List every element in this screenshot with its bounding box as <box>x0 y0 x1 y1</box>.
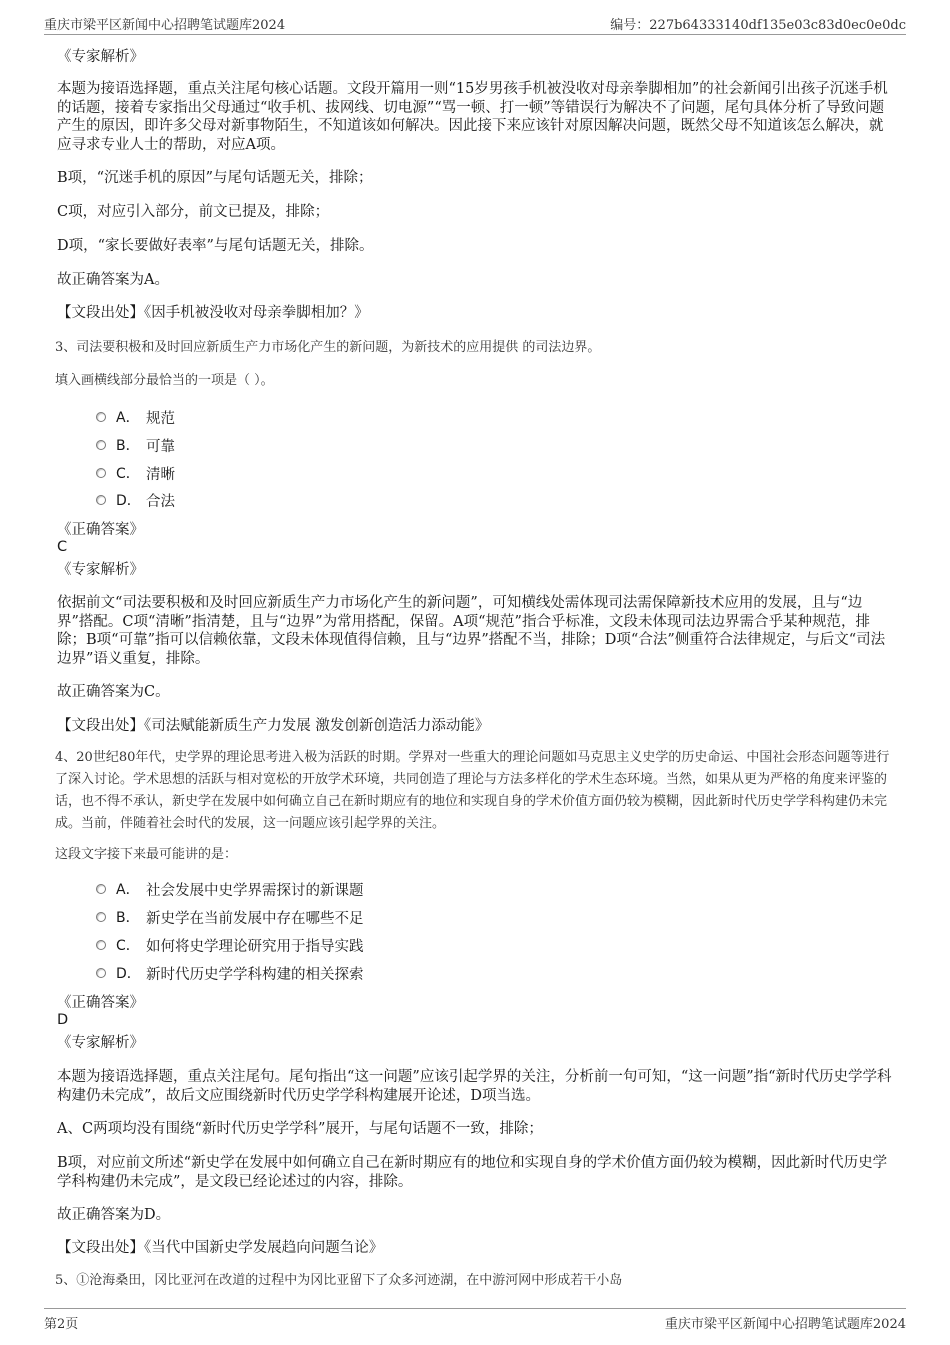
option-text: 合法 <box>146 493 175 510</box>
q3-analysis-label: 《专家解析》 <box>57 562 144 578</box>
q3-answer-label: 《正确答案》 <box>57 522 144 538</box>
option-letter: A． <box>116 410 140 426</box>
option-letter: D． <box>116 493 141 509</box>
q4-answer-label: 《正确答案》 <box>57 995 144 1011</box>
q3-option-b[interactable] <box>96 435 175 455</box>
radio-icon[interactable] <box>96 884 106 894</box>
option-text: 新史学在当前发展中存在哪些不足 <box>146 910 364 927</box>
option-text: 可靠 <box>146 438 175 455</box>
q5-stem: 5、①沧海桑田，冈比亚河在改道的过程中为冈比亚留下了众多河迹湖，在中游河网中形成若干小岛 <box>55 1273 623 1288</box>
option-text: 清晰 <box>146 466 175 483</box>
q3-prompt: 填入画横线部分最恰当的一项是（ ）。 <box>55 373 274 388</box>
option-letter: B． <box>116 438 140 454</box>
option-letter: A． <box>116 882 140 898</box>
q4-conclusion: 故正确答案为D。 <box>57 1207 171 1223</box>
q4-option-b[interactable] <box>96 907 364 927</box>
q4-option-b-note: B项，对应前文所述“新史学在发展中如何确立自己在新时期应有的地位和实现自身的学术价值方面仍较为模糊，因此新时代历史学学科构建仍未完成”，是文段已经论述过的内容，排除。 <box>57 1155 888 1190</box>
q2-analysis-text: 本题为接语选择题，重点关注尾句核心话题。文段开篇用一则“15岁男孩手机被没收对母亲拳脚相加”的社会新闻引出孩子沉迷手机的话题，接着专家指出父母通过“收手机、拔网线、切电源”“骂一顿、打一顿”等错误行为解决不了问题，尾句具体分析了导致问题产生的原因，即许多父母对新事物陌生，不知道该如何解决。因此接下来应该针对原因解决问题，既然父母不知道该怎么解决，就应寻求专业人士的帮助，对应A项。 <box>57 81 888 153</box>
q4-stem: 4、20世纪80年代，史学界的理论思考进入极为活跃的时期。学界对一些重大的理论问题如马克思主义史学的历史命运、中国社会形态问题等进行了深入讨论。学术思想的活跃与相对宽松的开放学术环境，共同创造了理论与方法多样化的学术生态环境。当然，如果从更为严格的角度来评鉴的话，也不得不承认，新史学在发展中如何确立自己在新时期应有的地位和实现自身的学术价值方面仍较为模糊，因此新时代历史学学科构建仍未完成。当前，伴随着社会时代的发展，这一问题应该引起学界的关注。 <box>55 750 890 831</box>
radio-icon[interactable] <box>96 940 106 950</box>
q2-option-d-note: D项，“家长要做好表率”与尾句话题无关，排除。 <box>57 238 374 254</box>
radio-icon[interactable] <box>96 495 106 505</box>
radio-icon[interactable] <box>96 440 106 450</box>
q4-option-c[interactable] <box>96 935 364 955</box>
option-text: 社会发展中史学界需探讨的新课题 <box>146 882 364 899</box>
q3-option-d[interactable] <box>96 490 175 510</box>
footer-title: 重庆市梁平区新闻中心招聘笔试题库2024 <box>664 1317 906 1332</box>
q2-analysis-label: 《专家解析》 <box>57 49 144 65</box>
q4-answer: D <box>57 1012 69 1028</box>
q4-options-ac-note: A、C两项均没有围绕“新时代历史学学科”展开，与尾句话题不一致，排除； <box>57 1121 543 1137</box>
q3-source: 【文段出处】《司法赋能新质生产力发展 激发创新创造活力添动能》 <box>57 718 490 734</box>
q3-answer: C <box>57 539 68 555</box>
radio-icon[interactable] <box>96 968 106 978</box>
q2-option-c-note: C项，对应引入部分，前文已提及，排除； <box>57 204 330 220</box>
option-letter: C． <box>116 466 140 482</box>
page-footer <box>44 1308 906 1333</box>
footer-page-number: 第2页 <box>44 1317 79 1332</box>
q2-source: 【文段出处】《因手机被没收对母亲拳脚相加？》 <box>57 305 369 321</box>
option-letter: C． <box>116 938 140 954</box>
q3-analysis-text: 依据前文“司法要积极和及时回应新质生产力市场化产生的新问题”，可知横线处需体现司法需保障新技术应用的发展，且与“边界”搭配。C项“清晰”指清楚，且与“边界”为常用搭配，保留。A项“规范”指合乎标准，文段未体现司法边界需合乎某种规范，排除；B项“可靠”指可以信赖依靠，文段未体现值得信赖，且与“边界”搭配不当，排除；D项“合法”侧重符合法律规定，与后文“司法边界”语义重复，排除。 <box>57 595 886 667</box>
option-text: 如何将史学理论研究用于指导实践 <box>146 938 364 955</box>
radio-icon[interactable] <box>96 412 106 422</box>
q2-conclusion: 故正确答案为A。 <box>57 272 169 288</box>
q3-conclusion: 故正确答案为C。 <box>57 684 170 700</box>
option-letter: D． <box>116 966 141 982</box>
option-text: 规范 <box>146 410 175 427</box>
q3-option-c[interactable] <box>96 463 175 483</box>
q3-option-a[interactable] <box>96 407 175 427</box>
page-header <box>44 14 906 35</box>
radio-icon[interactable] <box>96 912 106 922</box>
q4-prompt: 这段文字接下来最可能讲的是： <box>55 847 238 862</box>
q4-source: 【文段出处】《当代中国新史学发展趋向问题刍论》 <box>57 1240 384 1256</box>
q4-analysis-text: 本题为接语选择题，重点关注尾句。尾句指出“这一问题”应该引起学界的关注，分析前一句可知，“这一问题”指“新时代历史学学科构建仍未完成”，故后文应围绕新时代历史学学科构建展开论述，D项当选。 <box>57 1069 892 1104</box>
header-serial: 编号：227b64333140df135e03c83d0ec0e0dc <box>610 18 906 33</box>
option-letter: B． <box>116 910 140 926</box>
q4-option-d[interactable] <box>96 963 364 983</box>
q2-option-b-note: B项，“沉迷手机的原因”与尾句话题无关，排除； <box>57 170 373 186</box>
header-title: 重庆市梁平区新闻中心招聘笔试题库2024 <box>44 18 286 33</box>
q4-option-a[interactable] <box>96 879 364 899</box>
q3-stem: 3、司法要积极和及时回应新质生产力市场化产生的新问题，为新技术的应用提供 的司法边界。 <box>55 340 601 355</box>
q4-analysis-label: 《专家解析》 <box>57 1035 144 1051</box>
radio-icon[interactable] <box>96 468 106 478</box>
option-text: 新时代历史学学科构建的相关探索 <box>146 966 364 983</box>
